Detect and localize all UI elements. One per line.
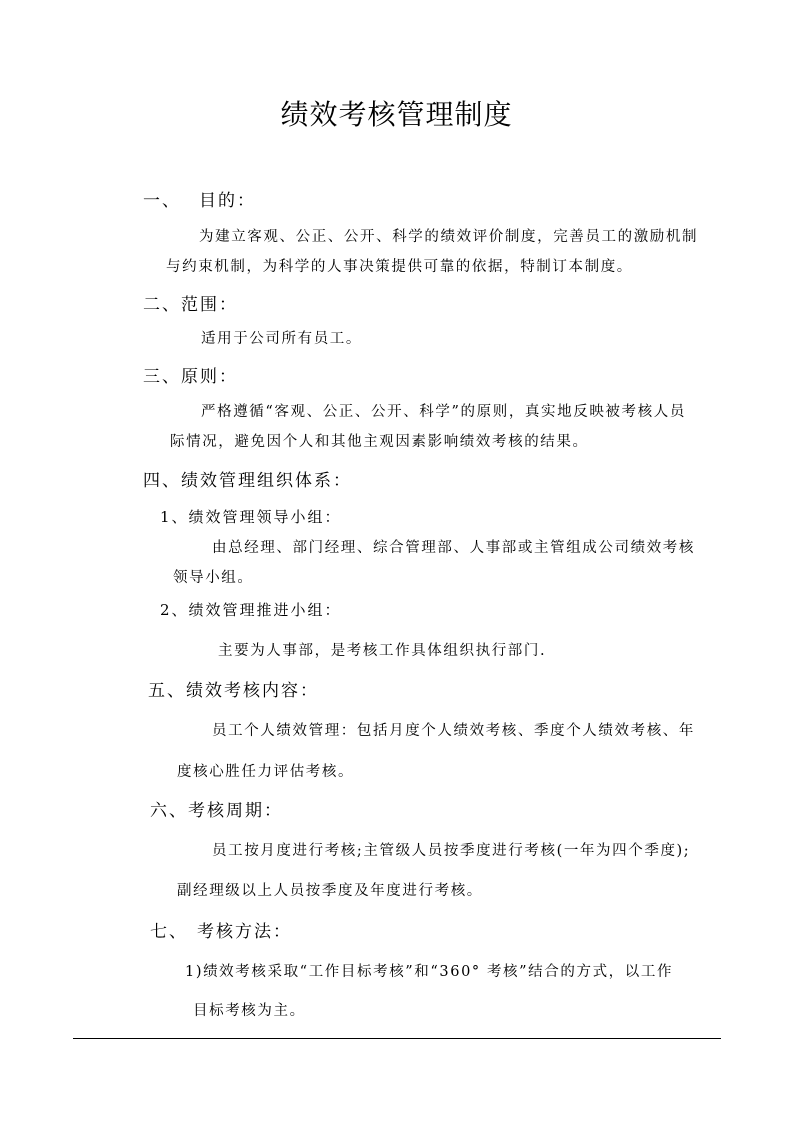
section-1-heading: 目的： (199, 191, 256, 211)
section-7-heading: 考核方法： (197, 922, 292, 942)
footer-rule (73, 1038, 721, 1039)
section-4-1-line-1: 由总经理、部门经理、综合管理部、人事部或主管组成公司绩效考核 (212, 540, 695, 556)
section-1-line-1: 为建立客观、公正、公开、科学的绩效评价制度，完善员工的激励机制 (199, 229, 699, 245)
section-6-line-1: 员工按月度进行考核;主管级人员按季度进行考核(一年为四个季度); (212, 843, 691, 859)
section-6-line-2: 副经理级以上人员按季度及年度进行考核。 (177, 883, 483, 899)
section-4-2-heading: 2、绩效管理推进小组： (160, 601, 342, 619)
document-title: 绩效考核管理制度 (280, 98, 513, 131)
section-3-line-1: 严格遵循“客观、公正、公开、科学”的原则，真实地反映被考核人员 (201, 404, 686, 420)
section-3-line-2: 际情况，避免因个人和其他主观因素影响绩效考核的结果。 (170, 434, 589, 450)
section-7-line-2: 目标考核为主。 (193, 1003, 306, 1019)
section-4-1-heading: 1、绩效管理领导小组： (160, 508, 342, 526)
section-2-line-1: 适用于公司所有员工。 (201, 331, 362, 347)
section-7-number: 七、 (150, 922, 188, 942)
section-1-line-2: 与约束机制，为科学的人事决策提供可靠的依据，特制订本制度。 (166, 259, 633, 275)
section-3-heading: 三、原则： (143, 367, 238, 387)
section-5-heading: 五、绩效考核内容： (148, 681, 319, 701)
section-5-line-2: 度核心胜任力评估考核。 (177, 764, 355, 780)
section-2-heading: 二、范围： (143, 295, 238, 315)
section-4-1-line-2: 领导小组。 (173, 570, 254, 586)
section-6-heading: 六、考核周期： (150, 801, 283, 821)
section-4-2-line-1: 主要为人事部，是考核工作具体组织执行部门. (218, 643, 547, 659)
section-7-line-1: 1)绩效考核采取“工作目标考核”和“360° 考核”结合的方式，以工作 (185, 964, 674, 980)
section-4-heading: 四、绩效管理组织体系： (143, 471, 352, 491)
section-1-number: 一、 (143, 191, 181, 211)
section-5-line-1: 员工个人绩效管理：包括月度个人绩效考核、季度个人绩效考核、年 (212, 723, 695, 739)
